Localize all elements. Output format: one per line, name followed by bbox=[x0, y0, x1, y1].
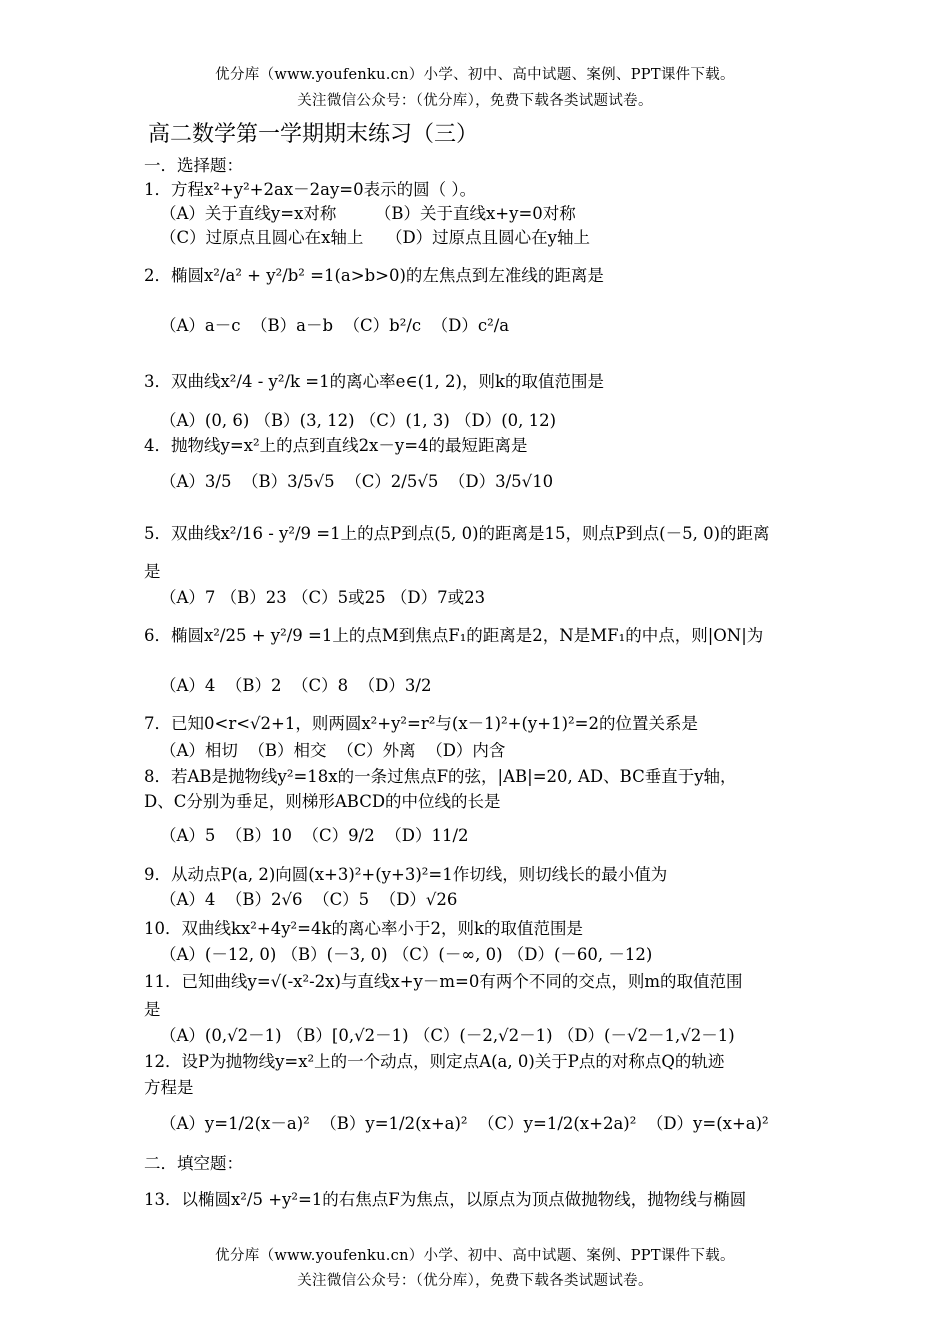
q6-option-a: （A）4 bbox=[160, 676, 216, 695]
q6-option-b: （B）2 bbox=[225, 676, 282, 695]
q4-stem: 4．抛物线y=x²上的点到直线2x－y=4的最短距离是 bbox=[144, 436, 528, 455]
q4-option-b: （B）3/5√5 bbox=[241, 472, 335, 491]
q2-option-a: （A）a－c bbox=[160, 316, 241, 335]
q4-options bbox=[160, 468, 553, 492]
q9-option-c: （C）5 bbox=[313, 890, 370, 909]
section-choice: 一．选择题： bbox=[144, 156, 243, 175]
q5-option-c: （C）5或25 bbox=[292, 588, 386, 607]
q1-option-b: （B）关于直线x+y=0对称 bbox=[374, 204, 576, 223]
footer-line-2: 关注微信公众号：（优分库），免费下载各类试题试卷。 bbox=[297, 1273, 653, 1289]
q12-option-a: （A）y=1/2(x－a)² bbox=[160, 1114, 310, 1133]
q5-stem-cont: 是 bbox=[144, 562, 161, 581]
q4-option-a: （A）3/5 bbox=[160, 472, 232, 491]
q2-option-d: （D）c²/a bbox=[431, 316, 510, 335]
q10-stem: 10．双曲线kx²+4y²=4k的离心率小于2，则k的取值范围是 bbox=[144, 919, 583, 938]
q1-option-c: （C）过原点且圆心在x轴上 bbox=[160, 228, 364, 247]
q6-option-d: （D）3/2 bbox=[358, 676, 432, 695]
header-line-2: 关注微信公众号：（优分库），免费下载各类试题试卷。 bbox=[297, 93, 653, 109]
q7-option-d: （D）内含 bbox=[426, 741, 506, 760]
q9-stem: 9．从动点P(a, 2)向圆(x+3)²+(y+3)²=1作切线，则切线长的最小值为 bbox=[144, 865, 668, 884]
q7-options bbox=[160, 737, 505, 761]
q8-option-c: （C）9/2 bbox=[302, 826, 375, 845]
q3-stem: 3．双曲线x²/4 - y²/k =1的离心率e∈(1, 2)，则k的取值范围是 bbox=[144, 372, 604, 391]
q10-option-c: （C）(－∞, 0) bbox=[392, 945, 503, 964]
q5-option-d: （D）7或23 bbox=[390, 588, 486, 607]
q9-option-a: （A）4 bbox=[160, 890, 216, 909]
page-title: 高二数学第一学期期末练习（三） bbox=[148, 122, 479, 147]
q10-option-a: （A）(－12, 0) bbox=[160, 945, 277, 964]
q3-options bbox=[160, 407, 556, 431]
q2-options bbox=[160, 312, 509, 336]
q6-stem: 6．椭圆x²/25 + y²/9 =1上的点M到焦点F₁的距离是2，N是MF₁的中点，则|ON|为 bbox=[144, 626, 764, 645]
q1-option-d: （D）过原点且圆心在y轴上 bbox=[385, 228, 590, 247]
q12-option-d: （D）y=(x+a)² bbox=[646, 1114, 769, 1133]
q11-option-a: （A）(0,√2－1) bbox=[160, 1026, 282, 1045]
q1-stem: 1．方程x²+y²+2ax－2ay=0表示的圆（ ）。 bbox=[144, 180, 477, 199]
q3-option-b: （B）(3, 12) bbox=[254, 411, 355, 430]
q5-option-b: （B）23 bbox=[220, 588, 287, 607]
q6-option-c: （C）8 bbox=[292, 676, 349, 695]
q1-option-a: （A）关于直线y=x对称 bbox=[160, 204, 337, 223]
q10-option-b: （B）(－3, 0) bbox=[281, 945, 388, 964]
q12-option-b: （B）y=1/2(x+a)² bbox=[320, 1114, 468, 1133]
q13-stem: 13．以椭圆x²/5 +y²=1的右焦点F为焦点，以原点为顶点做抛物线，抛物线与椭圆 bbox=[144, 1190, 747, 1209]
q8-option-d: （D）11/2 bbox=[385, 826, 469, 845]
q8-stem-cont: D、C分别为垂足，则梯形ABCD的中位线的长是 bbox=[144, 792, 501, 811]
q4-option-d: （D）3/5√10 bbox=[448, 472, 554, 491]
q7-stem: 7．已知0<r<√2+1，则两圆x²+y²=r²与(x－1)²+(y+1)²=2的位置关系是 bbox=[144, 714, 698, 733]
q3-option-d: （D）(0, 12) bbox=[455, 411, 557, 430]
q11-options bbox=[160, 1022, 735, 1046]
q5-stem: 5．双曲线x²/16 - y²/9 =1上的点P到点(5, 0)的距离是15，则点P到点(－5, 0)的距离 bbox=[144, 524, 770, 543]
q11-stem-cont: 是 bbox=[144, 1000, 161, 1019]
q11-stem: 11．已知曲线y=√(-x²-2x)与直线x+y－m=0有两个不同的交点，则m的取值范围 bbox=[144, 972, 743, 991]
q11-option-c: （C）(－2,√2－1) bbox=[413, 1026, 553, 1045]
q4-option-c: （C）2/5√5 bbox=[345, 472, 439, 491]
q2-option-c: （C）b²/c bbox=[343, 316, 422, 335]
q2-option-b: （B）a－b bbox=[251, 316, 334, 335]
q12-stem: 12．设P为抛物线y=x²上的一个动点，则定点A(a, 0)关于P点的对称点Q的轨迹 bbox=[144, 1052, 725, 1071]
q1-options-row-1 bbox=[160, 200, 576, 224]
header-line-1: 优分库（www.youfenku.cn）小学、初中、高中试题、案例、PPT课件下载。 bbox=[215, 67, 735, 83]
q12-stem-cont: 方程是 bbox=[144, 1078, 194, 1097]
q2-stem: 2．椭圆x²/a² + y²/b² =1(a>b>0)的左焦点到左准线的距离是 bbox=[144, 266, 604, 285]
q7-option-a: （A）相切 bbox=[160, 741, 238, 760]
q8-option-b: （B）10 bbox=[225, 826, 293, 845]
q8-stem: 8．若AB是抛物线y²=18x的一条过焦点F的弦，|AB|=20, AD、BC垂直于y轴， bbox=[144, 767, 737, 786]
q9-options bbox=[160, 886, 457, 910]
q6-options bbox=[160, 672, 431, 696]
q7-option-c: （C）外离 bbox=[337, 741, 416, 760]
q10-option-d: （D）(－60, －12) bbox=[507, 945, 653, 964]
q7-option-b: （B）相交 bbox=[248, 741, 327, 760]
q8-options bbox=[160, 822, 469, 846]
q1-options-row-2 bbox=[160, 224, 590, 248]
section-fill: 二．填空题： bbox=[144, 1154, 243, 1173]
q8-option-a: （A）5 bbox=[160, 826, 216, 845]
q12-options bbox=[160, 1110, 769, 1134]
q12-option-c: （C）y=1/2(x+2a)² bbox=[478, 1114, 637, 1133]
q5-options bbox=[160, 584, 485, 608]
q11-option-d: （D）(－√2－1,√2－1) bbox=[557, 1026, 735, 1045]
footer-line-1: 优分库（www.youfenku.cn）小学、初中、高中试题、案例、PPT课件下载。 bbox=[215, 1248, 735, 1264]
q11-option-b: （B）[0,√2－1) bbox=[286, 1026, 409, 1045]
q3-option-c: （C）(1, 3) bbox=[359, 411, 450, 430]
q10-options bbox=[160, 941, 652, 965]
q3-option-a: （A）(0, 6) bbox=[160, 411, 250, 430]
q9-option-b: （B）2√6 bbox=[225, 890, 303, 909]
q5-option-a: （A）7 bbox=[160, 588, 216, 607]
q9-option-d: （D）√26 bbox=[379, 890, 458, 909]
